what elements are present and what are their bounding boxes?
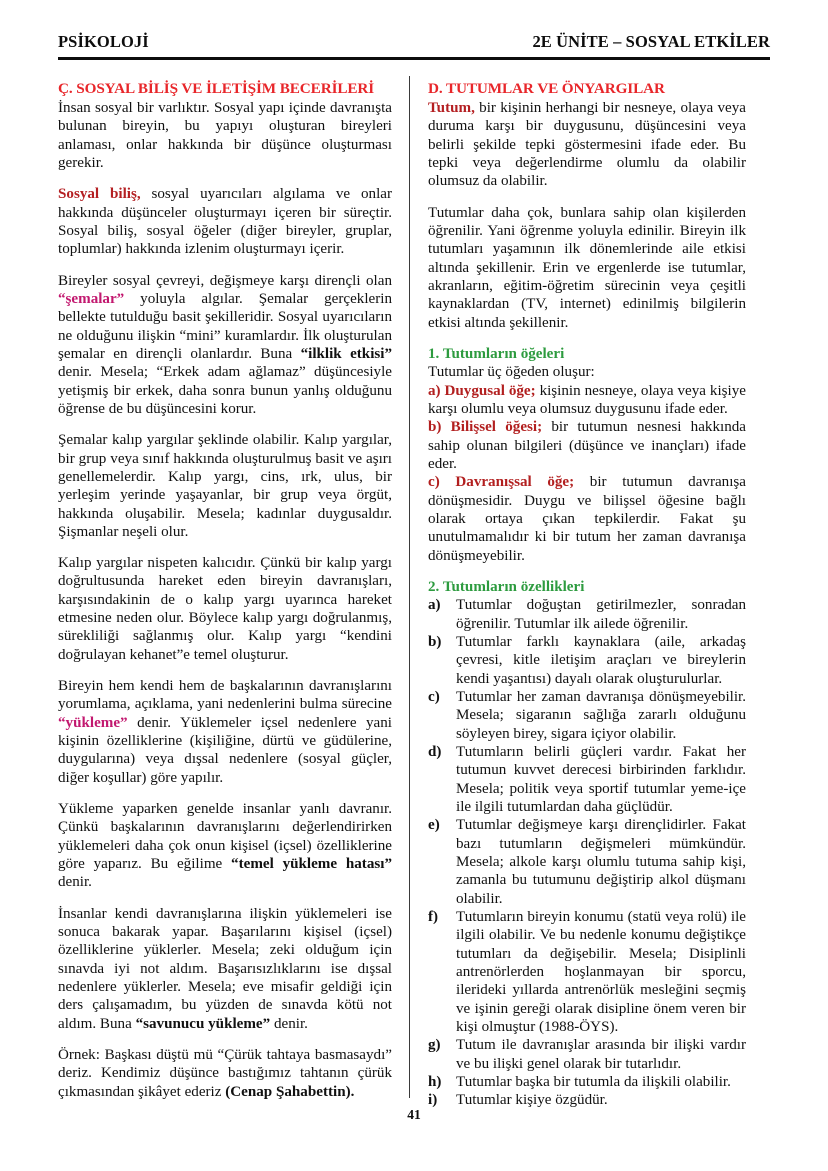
paragraph-yukleme-text-a: Bireyin hem kendi hem de başkalarının davranışlarını yorumlama, açıklama, yani nedenlerini bulma sürecine bbox=[58, 678, 392, 713]
right-column bbox=[402, 80, 746, 1109]
paragraph-ornek-text: Örnek: Başkası düştü mü “Çürük tahtaya basmasaydı” deriz. Kendimiz düşünce bastığımız tahtanın çürük çıkmasından şikâyet ederiz bbox=[58, 1047, 392, 1100]
list-item bbox=[428, 1073, 746, 1091]
left-column bbox=[58, 80, 402, 1100]
list-item-text: Tutumların belirli güçleri vardır. Fakat her tutumun kuvvet derecesi birbirinden farklıdır. Mesela; politik veya sportif tutumlar yeme-içe ile ilgili tutumlardan daha güçlüdür. bbox=[456, 743, 746, 815]
paragraph-tutum-ogrenme-text: Tutumlar daha çok, bunlara sahip olan kişilerden öğrenilir. Yani öğrenme yoluyla edinilir. Bireyin ilk tutumları yaşamının ilk dönemlerinde aile etkisi altında şekillenir. Erin ve ergenlerde ise tutumlar, akranların, eğitim-öğretim sürecinin veya çeşitli kaynaklardan (TV, internet) edinilmiş bilgilerin etkisi altında şekillenir. bbox=[428, 204, 746, 331]
list-item-marker: c) bbox=[428, 688, 440, 705]
term-sosyal-bilis: Sosyal biliş, bbox=[58, 186, 141, 203]
header-left-title: PSİKOLOJİ bbox=[58, 32, 149, 51]
list-item-marker: b) bbox=[428, 633, 442, 650]
element-davranissal-oge-text: bir tutumun davranışa dönüşmesidir. Duygu ve bilişsel öğesine bağlı olarak ortaya çıkan tepkilerdir. Fakat şu unutulmamalıdır ki bir tutum her zaman davranışa dönüşmeyebilir. bbox=[428, 474, 746, 564]
list-item bbox=[428, 908, 746, 1036]
paragraph-savunucu-yukleme-text-a: İnsanlar kendi davranışlarına ilişkin yüklemeleri ise sonuca bakarak yapar. Başarılarını kişisel (içsel) özelliklerine yüklerler. Mesela; zeki olduğum için sınavda iyi not aldım. Başarısızlıklarını ise dışsal nedenlere yüklerler. Mesela; eve misafir geldiği için ders çalışamadım, bu yüzden de sınavda kötü not aldım. Buna bbox=[58, 905, 392, 1032]
list-item-marker: g) bbox=[428, 1037, 441, 1054]
left-section-heading: Ç. SOSYAL BİLİŞ VE İLETİŞİM BECERİLERİ bbox=[58, 80, 375, 97]
list-item-marker: f) bbox=[428, 908, 439, 925]
list-item-marker: d) bbox=[428, 743, 442, 760]
paragraph-temel-yukleme-text-a: Yükleme yaparken genelde insanlar yanlı davranır. Çünkü başkalarının davranışlarını değerlendirirken yüklemeleri daha çok onun kişisel (içsel) özelliklerine göre yaparız. Bu eğilime bbox=[58, 801, 392, 873]
list-item-text: Tutumlar başka bir tutumla da ilişkili olabilir. bbox=[456, 1073, 731, 1090]
paragraph-semalar bbox=[58, 272, 392, 419]
list-item-text: Tutumlar doğuştan getirilmezler, sonradan öğrenilir. Tutumlar ilk ailede öğrenilir. bbox=[456, 597, 746, 632]
list-item-text: Tutumlar her zaman davranışa dönüşmeyebilir. Mesela; sigaranın sağlığa zararlı olduğunu söyleyen birey, sigara içiyor olabilir. bbox=[456, 688, 746, 742]
element-duygusal-oge bbox=[428, 382, 746, 419]
paragraph-semalar-text-c: denir. Mesela; “Erkek adam ağlamaz” düşüncesiyle yetişmiş bir erkek, daha sonra bunun yanlış olduğunu öğrense de bu düşüncesini korur. bbox=[58, 364, 392, 417]
term-semalar: “şemalar” bbox=[58, 290, 125, 307]
paragraph-intro-text: İnsan sosyal bir varlıktır. Sosyal yapı içinde davranışta bulunan bireyin, bu yapıyı oluşturan bireyleri anlaması, onlar hakkında bir düşünce oluşturması gerekir. bbox=[58, 99, 392, 171]
list-item-marker: a) bbox=[428, 597, 441, 614]
paragraph-temel-yukleme-hatasi bbox=[58, 800, 392, 892]
paragraph-semalar-text-a: Bireyler sosyal çevreyi, değişmeye karşı dirençli olan bbox=[58, 272, 392, 289]
element-davranissal-oge bbox=[428, 473, 746, 565]
intro-uc-oge bbox=[428, 363, 746, 381]
paragraph-temel-yukleme-text-b: denir. bbox=[58, 874, 92, 891]
citation-cenap-sahabettin: (Cenap Şahabettin). bbox=[225, 1083, 355, 1100]
paragraph-sosyal-bilis bbox=[58, 185, 392, 258]
term-tutum: Tutum, bbox=[428, 99, 475, 116]
paragraph-savunucu-yukleme-text-b: denir. bbox=[270, 1015, 308, 1032]
paragraph-semalar-text-b: yoluyla algılar. Şemalar gerçeklerin bellekte tutulduğu basit şekilleridir. Sosyal uyarıcıların ne olduğunu ilişkin “mini” kuramlardır. İlk oluşturulan şemalar en dirençli olanlardır. Buna bbox=[58, 290, 392, 362]
page-number: 41 bbox=[407, 1107, 421, 1122]
element-davranissal-oge-marker: c) Davranışsal öğe; bbox=[428, 474, 575, 491]
paragraph-kalip-kalicilik bbox=[58, 554, 392, 664]
element-duygusal-oge-marker: a) Duygusal öğe; bbox=[428, 382, 536, 399]
list-item-text: Tutum ile davranışlar arasında bir ilişki vardır ve bu ilişki genel olarak bir tutarlıdır. bbox=[456, 1037, 746, 1072]
element-bilissel-oge-marker: b) Bilişsel öğesi; bbox=[428, 419, 543, 436]
paragraph-savunucu-yukleme bbox=[58, 905, 392, 1033]
list-item bbox=[428, 688, 746, 743]
subheading-tutumlarin-ogeleri: 1. Tutumların öğeleri bbox=[428, 345, 565, 362]
two-column-body bbox=[58, 80, 770, 1109]
intro-uc-oge-text: Tutumlar üç öğeden oluşur: bbox=[428, 364, 595, 381]
list-item-text: Tutumlar farklı kaynaklara (aile, arkadaş çevresi, kitle iletişim araçları ve bireylerin kendi yaşantısı) dayalı olarak oluşturulurlar. bbox=[456, 633, 746, 687]
list-item bbox=[428, 633, 746, 688]
list-item bbox=[428, 1036, 746, 1073]
term-savunucu-yukleme: “savunucu yükleme” bbox=[135, 1015, 271, 1032]
element-duygusal-oge-text: kişinin nesneye, olaya veya kişiye karşı olumlu veya olumsuz duygusunu ifade eder. bbox=[428, 382, 746, 417]
list-item-marker: e) bbox=[428, 817, 440, 834]
list-item-marker: h) bbox=[428, 1073, 442, 1090]
page-header bbox=[58, 32, 770, 52]
list-item bbox=[428, 596, 746, 633]
subheading-tutumlarin-ozellikleri: 2. Tutumların özellikleri bbox=[428, 578, 585, 595]
list-item-marker: i) bbox=[428, 1092, 438, 1109]
paragraph-tutum-definition bbox=[428, 99, 746, 191]
header-rule bbox=[58, 57, 770, 60]
paragraph-sosyal-bilis-text: sosyal uyarıcıları algılama ve onlar hakkında düşünceler oluşturmayı içeren bir süreçtir. Sosyal biliş, sosyal öğeler (diğer bireyler, gruplar, toplumlar) hakkında izlenim oluşturmayı içerir. bbox=[58, 186, 392, 258]
paragraph-kalip-yargilar bbox=[58, 431, 392, 541]
list-item bbox=[428, 743, 746, 816]
element-bilissel-oge-text: bir tutumun nesnesi hakkında sahip olunan bilgileri (düşünce ve inançları) ifade eder. bbox=[428, 419, 746, 472]
right-section-heading: D. TUTUMLAR VE ÖNYARGILAR bbox=[428, 80, 665, 97]
paragraph-yukleme-text-b: denir. Yüklemeler içsel nedenlere yani kişinin özelliklerine (kişiliğine, dürtü ve güdülerine, duygularına) veya dışsal nedenlere (sosyal güçler, diğer koşullar) göre yapılır. bbox=[58, 714, 392, 786]
paragraph-tutum-definition-text: bir kişinin herhangi bir nesneye, olaya veya duruma karşı bir duygusunu, düşüncesini veya belirli şekilde tepki göstermesini ifade eder. Bu tepki veya değerlendirme olumlu da olabilir olumsuz da olabilir. bbox=[428, 99, 746, 190]
paragraph-intro bbox=[58, 99, 392, 172]
paragraph-yukleme bbox=[58, 677, 392, 787]
paragraph-tutum-ogrenme bbox=[428, 204, 746, 332]
paragraph-kalip-yargilar-text: Şemalar kalıp yargılar şeklinde olabilir. Kalıp yargılar, bir grup veya sınıf hakkında oluşturulmuş basit ve aşırı genellemelerdir. Kalıp yargı, cins, ırk, ulus, bir yerleşim yerinde yaşayanlar, bir grup veya örgüt, hakkında oluşabilir. Mesela; kadınlar duygusaldır. Şişmanlar neşeli olur. bbox=[58, 432, 392, 540]
list-item-text: Tutumlar kişiye özgüdür. bbox=[456, 1092, 608, 1109]
element-bilissel-oge bbox=[428, 418, 746, 473]
properties-list bbox=[428, 596, 746, 1109]
term-ilklik-etkisi: “ilklik etkisi” bbox=[300, 345, 392, 362]
paragraph-kalip-kalicilik-text: Kalıp yargılar nispeten kalıcıdır. Çünkü bir kalıp yargı doğrultusunda hareket eden bireyin davranışları, karşısındakinin de o kalıp yargı uyarınca hareket etmesine neden olur. Böylece kalıp yargı doğrulanmış, sürekliliği sağlanmış olur. Kalıp yargı “kendini doğrulayan kehanet”e temel oluşturur. bbox=[58, 555, 392, 663]
term-temel-yukleme-hatasi: “temel yükleme hatası” bbox=[231, 856, 392, 873]
list-item-text: Tutumlar değişmeye karşı dirençlidirler. Fakat bazı tutumların değişmeleri mümkündür. Mesela; alkole karşı olumlu tutuma sahip kişi, zamanla bu tutumunu değiştirip alkol düşmanı olabilir. bbox=[456, 817, 746, 907]
header-right-title: 2E ÜNİTE – SOSYAL ETKİLER bbox=[532, 32, 770, 51]
list-item bbox=[428, 816, 746, 908]
paragraph-ornek bbox=[58, 1046, 392, 1101]
term-yukleme: “yükleme” bbox=[58, 714, 128, 731]
list-item-text: Tutumların bireyin konumu (statü veya rolü) ile ilgili olabilir. Ve bu nedenle konumu değiştikçe tutumları da değişebilir. Mesela; Disiplinli antrenörlerden hoşlanmayan bir sporcu, ilerideki yıllarda antrenörlük mesleğini seçmiş ve işinin gereği olarak disipline önem veren bir kişi olmuştur (1988-ÖYS). bbox=[456, 908, 746, 1035]
